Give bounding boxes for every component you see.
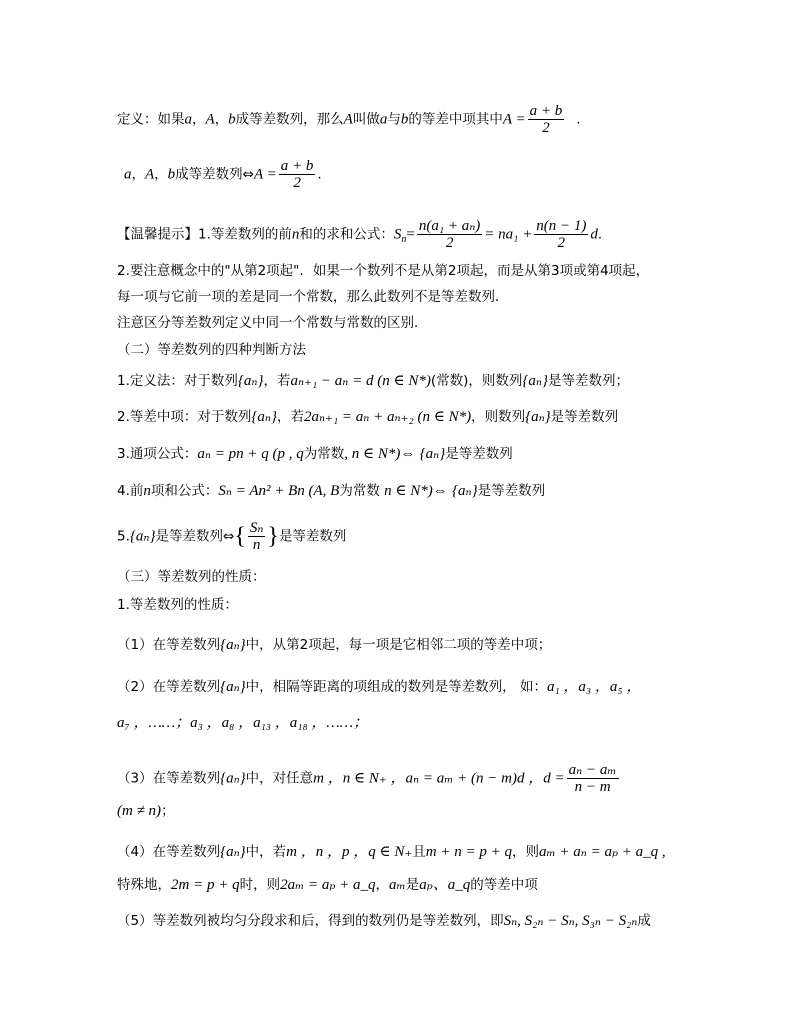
math-seq: {aₙ} — [237, 373, 264, 389]
numerator: aₙ − aₘ — [568, 762, 617, 778]
math-seq: {aₙ} — [522, 373, 548, 389]
property-5 — [117, 912, 651, 930]
math-formula: 2m = p + q — [171, 877, 240, 893]
math-b: b — [228, 111, 236, 128]
math-b: b — [167, 166, 176, 183]
text: 时，则 — [239, 877, 281, 893]
property-3-cont — [117, 802, 175, 820]
text: 成等差数列，那么 — [235, 111, 344, 128]
text: （2）在等差数列 — [117, 679, 221, 695]
math-formula: aₚ、a_q — [419, 877, 471, 893]
text: 成等差数列⇔ — [175, 166, 254, 183]
fraction — [534, 218, 588, 251]
property-4 — [117, 843, 666, 861]
text: 【温馨提示】1.等差数列的前 — [117, 226, 292, 243]
text: ， — [154, 166, 168, 183]
math-formula: Sₙ, S₂ₙ − Sₙ, S₃ₙ − S₂ₙ — [503, 913, 638, 929]
text: （5）等差数列被均匀分段求和后，得到的数列仍是等差数列，即 — [117, 913, 504, 929]
math-formula: m ，n ∈ N₊ ，aₙ = aₘ + (n − m)d ，d = — [313, 770, 565, 787]
math-formula: aₙ = pn + q (p , q — [197, 446, 304, 462]
math-formula: m + n = p + q — [425, 844, 512, 860]
right-brace: } — [267, 523, 279, 550]
denominator: 2 — [445, 235, 454, 251]
text: ， — [375, 877, 390, 893]
math-A: A — [343, 111, 353, 128]
text: ，则数列 — [471, 409, 526, 425]
math-a: a — [379, 111, 388, 128]
text: 特殊地， — [117, 877, 171, 893]
math-seq: {aₙ} — [129, 528, 156, 545]
math-eq: A = — [253, 166, 277, 183]
denominator: n — [252, 537, 261, 553]
text: 定义：如果 — [117, 111, 185, 128]
text: 和的求和公式： — [299, 226, 394, 243]
method-general-term — [117, 445, 513, 463]
math-seq: {aₙ} — [452, 483, 478, 499]
note-line-1: 2.要注意概念中的"从第2项起"．如果一个数列不是从第2项起，而是从第3项或第4项起， — [117, 263, 650, 279]
text: ， — [192, 111, 206, 128]
method-partial-sum — [117, 482, 545, 500]
denominator: 2 — [293, 175, 301, 191]
method-avg-sum — [117, 520, 346, 553]
math-seq: {aₙ} — [251, 409, 277, 425]
denominator: n − m — [574, 779, 611, 795]
text: 中，对任意 — [245, 770, 314, 787]
text: 是等差数列 — [445, 446, 513, 462]
text: ，则 — [511, 844, 539, 860]
math-formula: n ∈ N*)⇔ — [384, 483, 448, 499]
property-1 — [117, 636, 551, 654]
numerator: n(a₁ + aₙ) — [418, 218, 481, 234]
math-formula: m ，n ，p ，q ∈ N₊ — [286, 844, 413, 860]
math-formula: , n ∈ N*)⇔ — [344, 446, 416, 462]
fraction — [279, 158, 316, 191]
math-formula: a₇ ，……；a₃ ，a₈ ，a₁₃ ，a₁₈ ，……； — [117, 715, 369, 731]
text: 是等差数列； — [547, 373, 629, 389]
fraction — [248, 520, 266, 553]
text: 2.等差中项：对于数列 — [117, 409, 252, 425]
math-formula: Sₙ = An² + Bn (A, B — [218, 483, 340, 499]
text: （4）在等差数列 — [117, 844, 221, 860]
text: 叫做 — [352, 111, 380, 128]
math-formula: (m ≠ n) — [117, 803, 162, 819]
left-brace: { — [234, 523, 246, 550]
math-seq: {aₙ} — [419, 446, 446, 462]
math-b: b — [400, 111, 409, 128]
text: 中，若 — [245, 844, 287, 860]
equivalence-line — [124, 158, 322, 191]
math-a: a — [184, 111, 192, 128]
property-2 — [117, 678, 641, 696]
fraction — [528, 103, 565, 136]
definition-line — [117, 103, 581, 136]
section-heading-2: （二）等差数列的四种判断方法 — [117, 342, 306, 358]
math-a: a — [124, 166, 132, 183]
math-eq: = — [406, 226, 415, 243]
text: 1.定义法：对于数列 — [117, 373, 238, 389]
math-seq: {aₙ} — [220, 637, 246, 653]
text: 与 — [387, 111, 401, 128]
math-A: A — [205, 111, 215, 128]
math-seq: {aₙ} — [525, 409, 551, 425]
text: 是 — [405, 877, 420, 893]
text: 成 — [637, 913, 651, 929]
note-line-3: 注意区分等差数列定义中同一个常数与常数的区别． — [117, 315, 428, 331]
math-formula: aₙ₊₁ − aₙ = d (n ∈ N*) — [290, 373, 431, 389]
text: 中，从第2项起，每一项是它相邻二项的等差中项； — [245, 637, 552, 653]
text: 是等差数列 — [550, 409, 619, 425]
subscript: n — [401, 234, 407, 246]
math-S: S — [393, 226, 402, 243]
method-middle-term — [117, 408, 618, 426]
text: ； — [161, 803, 175, 819]
text: (常数)，则数列 — [430, 373, 523, 389]
math-seq: {aₙ} — [220, 844, 246, 860]
numerator: n(n − 1) — [536, 218, 587, 234]
text: ， — [131, 166, 145, 183]
text: 是等差数列 — [278, 528, 347, 545]
math-seq: {aₙ} — [220, 770, 246, 787]
text: ，若 — [276, 409, 304, 425]
math-formula: a₁ ，a₃ ，a₅ ， — [546, 679, 642, 695]
math-formula: 2aₘ = aₚ + a_q — [280, 877, 376, 893]
text: 3.通项公式： — [117, 446, 198, 462]
method-definition — [117, 372, 629, 390]
math-n: n — [143, 483, 151, 499]
text: 的等差中项 — [470, 877, 538, 893]
denominator: 2 — [557, 235, 566, 251]
math-d: d — [590, 226, 598, 243]
text: （3）在等差数列 — [117, 770, 221, 787]
math-seq: {aₙ} — [220, 679, 246, 695]
math-n: n — [291, 226, 300, 243]
properties-heading: 1.等差数列的性质： — [117, 597, 238, 613]
fraction — [567, 762, 619, 795]
text: 项和公式： — [150, 483, 219, 499]
text: 中，相隔等距离的项组成的数列是等差数列， 如： — [245, 679, 547, 695]
text: ，若 — [263, 373, 291, 389]
math-formula: 2aₙ₊₁ = aₙ + aₙ₊₂ (n ∈ N*) — [303, 409, 472, 425]
math-expr: = na₁ + — [484, 226, 533, 243]
text: 的等差中项其中 — [408, 111, 503, 128]
text: 5. — [117, 528, 130, 545]
property-4-special — [117, 876, 538, 894]
math-A: A — [145, 166, 155, 183]
math-formula: aₘ — [389, 877, 406, 893]
math-eq: A = — [502, 111, 526, 128]
text: 为常数 — [339, 483, 380, 499]
text: . — [597, 226, 603, 243]
text: （1）在等差数列 — [117, 637, 221, 653]
numerator: Sₙ — [249, 520, 264, 536]
tip-sum-formula — [117, 218, 602, 251]
note-line-2: 每一项与它前一项的差是同一个常数，那么此数列不是等差数列． — [117, 289, 509, 305]
text: 且 — [412, 844, 426, 860]
text: ， — [214, 111, 229, 128]
denominator: 2 — [542, 120, 550, 136]
text: 为常数 — [303, 446, 345, 462]
text: 是等差数列⇔ — [155, 528, 235, 545]
math-formula: aₘ + aₙ = aₚ + a_q , — [538, 844, 666, 860]
text: 4.前 — [117, 483, 144, 499]
property-2-cont — [117, 714, 368, 732]
numerator: a + b — [280, 158, 314, 174]
text: . — [576, 111, 581, 128]
text: . — [317, 166, 322, 183]
section-heading-3: （三）等差数列的性质： — [117, 569, 266, 585]
property-3 — [117, 762, 621, 795]
fraction — [417, 218, 482, 251]
text: 是等差数列 — [477, 483, 546, 499]
numerator: a + b — [529, 103, 563, 119]
